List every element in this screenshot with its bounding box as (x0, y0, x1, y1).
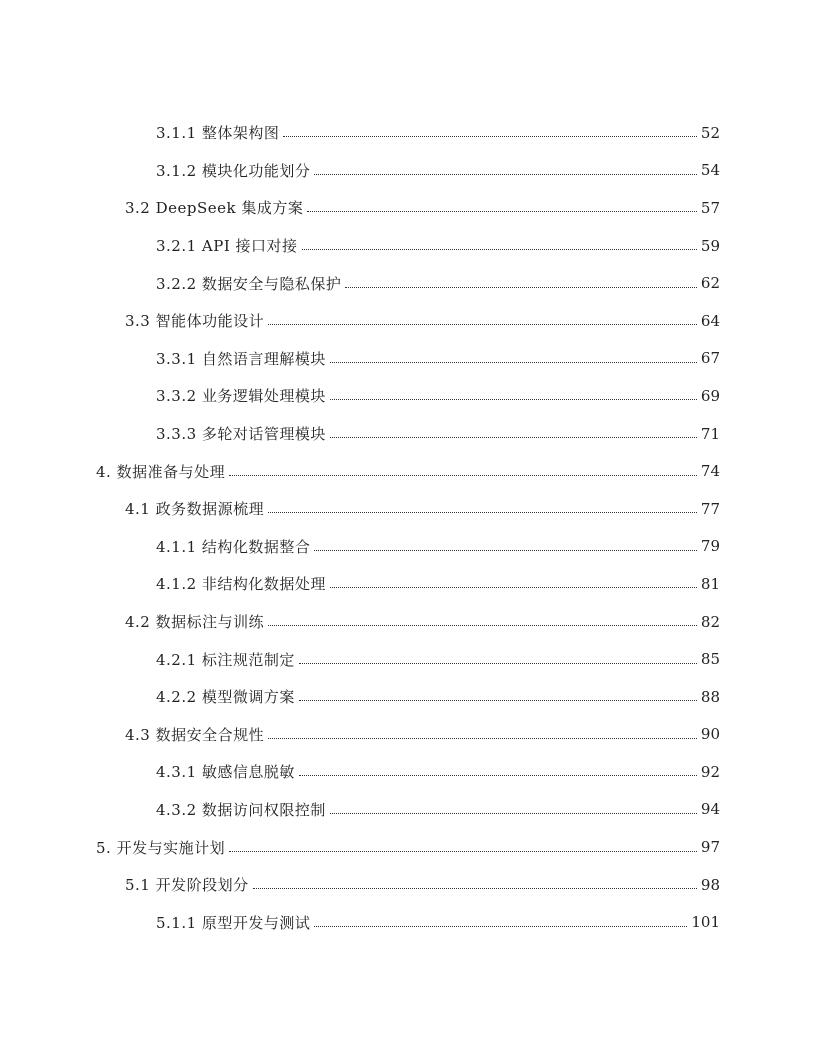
toc-leader-dots (268, 738, 697, 739)
toc-entry-label: 3.3.1 自然语言理解模块 (156, 349, 326, 368)
toc-entry-label: 3.2.2 数据安全与隐私保护 (156, 274, 342, 293)
toc-entry-label: 4.3.1 敏感信息脱敏 (156, 763, 295, 782)
toc-entry-label: 4.1 政务数据源梳理 (125, 500, 265, 519)
toc-entry-label: 3.3 智能体功能设计 (125, 312, 265, 331)
toc-leader-dots (268, 625, 697, 626)
toc-entry-label: 3.2.1 API 接口对接 (156, 237, 298, 256)
toc-entry[interactable] (0, 377, 816, 415)
toc-page-number: 64 (700, 311, 720, 330)
toc-entry[interactable] (0, 565, 816, 603)
toc-entry-label: 3.1.1 整体架构图 (156, 124, 280, 143)
toc-leader-dots (302, 249, 697, 250)
toc-leader-dots (307, 211, 697, 212)
toc-page-number: 54 (700, 161, 720, 180)
toc-leader-dots (330, 587, 697, 588)
toc-leader-dots (330, 437, 697, 438)
toc-entry-label: 4. 数据准备与处理 (96, 462, 226, 481)
toc-entry[interactable] (0, 152, 816, 190)
toc-leader-dots (229, 475, 697, 476)
toc-leader-dots (253, 888, 697, 889)
toc-entry[interactable] (0, 302, 816, 340)
toc-page-number: 67 (700, 349, 720, 368)
toc-entry-label: 4.2.2 模型微调方案 (156, 688, 295, 707)
toc-leader-dots (299, 775, 697, 776)
toc-entry-label: 4.2.1 标注规范制定 (156, 650, 295, 669)
toc-leader-dots (314, 550, 696, 551)
toc-entry-label: 5.1.1 原型开发与测试 (156, 913, 311, 932)
table-of-contents (0, 114, 816, 941)
toc-leader-dots (283, 136, 696, 137)
toc-entry[interactable] (0, 903, 816, 941)
toc-entry[interactable] (0, 640, 816, 678)
toc-leader-dots (314, 926, 687, 927)
toc-entry[interactable] (0, 114, 816, 152)
toc-leader-dots (268, 324, 697, 325)
toc-entry[interactable] (0, 415, 816, 453)
toc-entry[interactable] (0, 340, 816, 378)
toc-leader-dots (314, 174, 696, 175)
toc-entry-label: 5. 开发与实施计划 (96, 838, 226, 857)
toc-page-number: 81 (700, 574, 720, 593)
toc-page-number: 88 (700, 687, 720, 706)
toc-entry-label: 3.1.2 模块化功能划分 (156, 161, 311, 180)
toc-entry[interactable] (0, 227, 816, 265)
toc-page-number: 79 (700, 537, 720, 556)
toc-entry-label: 4.2 数据标注与训练 (125, 613, 265, 632)
toc-entry-label: 4.3 数据安全合规性 (125, 725, 265, 744)
toc-page-number: 94 (700, 800, 720, 819)
toc-page-number: 69 (700, 386, 720, 405)
toc-page-number: 71 (700, 424, 720, 443)
toc-page-number: 98 (700, 875, 720, 894)
toc-entry-label: 3.3.3 多轮对话管理模块 (156, 425, 326, 444)
toc-leader-dots (299, 700, 697, 701)
toc-leader-dots (229, 851, 697, 852)
toc-leader-dots (330, 362, 697, 363)
toc-page-number: 74 (700, 462, 720, 481)
toc-page-number: 92 (700, 762, 720, 781)
toc-leader-dots (330, 813, 697, 814)
toc-leader-dots (330, 399, 697, 400)
toc-page-number: 77 (700, 499, 720, 518)
toc-page-number: 52 (700, 123, 720, 142)
toc-leader-dots (299, 663, 697, 664)
toc-page-number: 101 (691, 913, 720, 932)
toc-entry[interactable] (0, 678, 816, 716)
toc-page-number: 57 (700, 198, 720, 217)
toc-entry-label: 4.1.2 非结构化数据处理 (156, 575, 326, 594)
toc-entry[interactable] (0, 753, 816, 791)
toc-entry[interactable] (0, 603, 816, 641)
toc-entry[interactable] (0, 528, 816, 566)
toc-entry[interactable] (0, 189, 816, 227)
toc-entry[interactable] (0, 828, 816, 866)
toc-entry-label: 5.1 开发阶段划分 (125, 876, 249, 895)
toc-entry[interactable] (0, 264, 816, 302)
toc-page-number: 97 (700, 838, 720, 857)
toc-page-number: 59 (700, 236, 720, 255)
toc-page-number: 85 (700, 650, 720, 669)
toc-page-number: 62 (700, 274, 720, 293)
toc-entry[interactable] (0, 452, 816, 490)
toc-entry-label: 4.1.1 结构化数据整合 (156, 537, 311, 556)
toc-entry-label: 3.2 DeepSeek 集成方案 (125, 199, 304, 218)
toc-entry[interactable] (0, 490, 816, 528)
toc-page-number: 90 (700, 725, 720, 744)
toc-entry-label: 3.3.2 业务逻辑处理模块 (156, 387, 326, 406)
toc-entry[interactable] (0, 791, 816, 829)
toc-entry[interactable] (0, 716, 816, 754)
toc-page-number: 82 (700, 612, 720, 631)
toc-entry[interactable] (0, 866, 816, 904)
toc-leader-dots (345, 287, 696, 288)
toc-entry-label: 4.3.2 数据访问权限控制 (156, 800, 326, 819)
toc-leader-dots (268, 512, 697, 513)
